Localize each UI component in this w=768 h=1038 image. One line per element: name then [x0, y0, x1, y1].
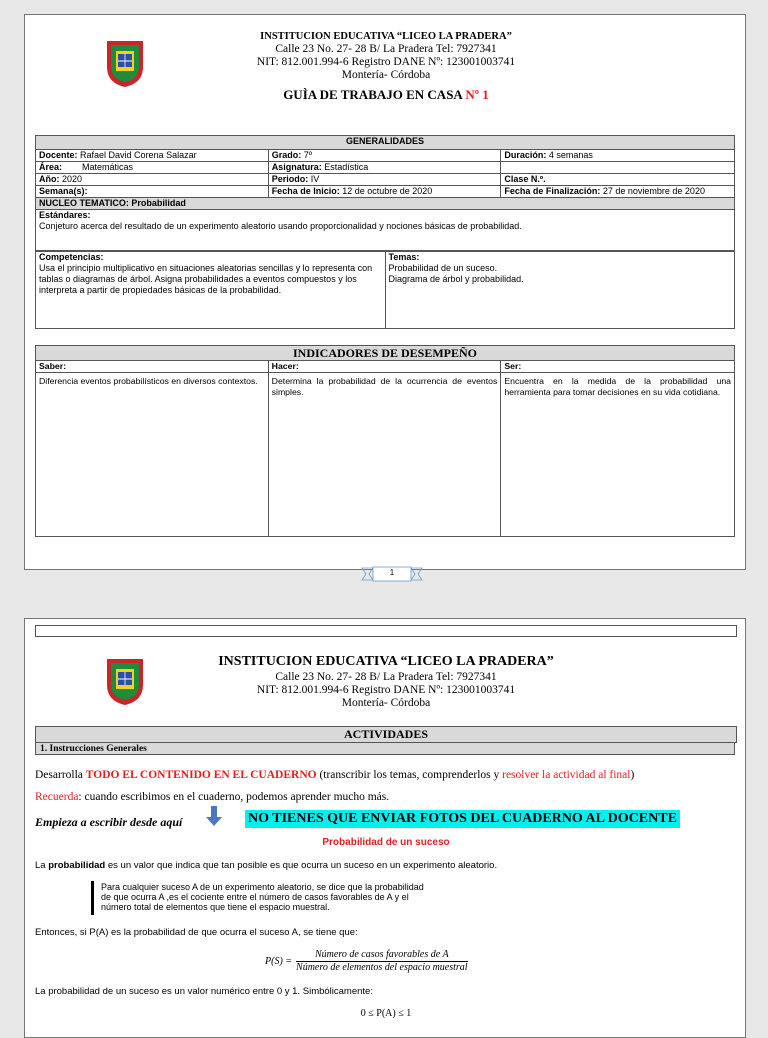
semanas-cell: Semana(s):	[36, 186, 269, 198]
inicio-cell: Fecha de Inicio: 12 de octubre de 2020	[268, 186, 501, 198]
instrucciones-heading: 1. Instrucciones Generales	[35, 742, 735, 755]
ser-label: Ser:	[501, 361, 735, 373]
school-name: INSTITUCION EDUCATIVA “LICEO LA PRADERA”	[260, 31, 512, 42]
hacer-text: Determina la probabilidad de la ocurrencia de eventos simples.	[268, 373, 501, 537]
fin-cell: Fecha de Finalización: 27 de noviembre de 2020	[501, 186, 735, 198]
probability-formula: P(S) = Número de casos favorables de A Número de elementos del espacio muestral	[265, 949, 468, 973]
hacer-label: Hacer:	[268, 361, 501, 373]
page-1	[24, 14, 746, 577]
school-city-2: Montería- Córdoba	[341, 697, 431, 709]
clase-cell: Clase N.º.	[501, 174, 735, 186]
competencias-table	[35, 251, 735, 329]
saber-text: Diferencia eventos probabilísticos en diversos contextos.	[36, 373, 269, 537]
indicadores-heading: INDICADORES DE DESEMPEÑO	[36, 346, 735, 361]
guide-title: GUÌA DE TRABAJO EN CASA Nº 1	[283, 87, 489, 102]
no-fotos-banner: NO TIENES QUE ENVIAR FOTOS DEL CUADERNO AL DOCENTE	[245, 810, 680, 828]
anio-cell: Año: 2020	[36, 174, 269, 186]
generalidades-table	[35, 135, 735, 251]
nucleo-tematico: NUCLEO TEMATICO: Probabilidad	[36, 198, 735, 210]
section-subtitle: Probabilidad de un suceso	[322, 837, 450, 848]
ser-text: Encuentra en la medida de la probabilidad una herramienta para tomar decisiones en su vida cotidiana.	[501, 373, 735, 537]
school-city: Montería- Córdoba	[341, 69, 431, 81]
entonces-line: Entonces, si P(A) es la probabilidad de que ocurra el suceso A, se tiene que:	[35, 927, 358, 938]
desarrolla-line: Desarrolla TODO EL CONTENIDO EN EL CUADERNO (transcribir los temas, comprenderlos y resolver la actividad al final)	[35, 769, 635, 781]
empty-cell	[501, 162, 735, 174]
page-number: 1	[389, 568, 395, 577]
quote-bar	[91, 881, 94, 915]
school-address: Calle 23 No. 27- 28 B/ La Pradera Tel: 7927341	[275, 43, 497, 55]
inequality: 0 ≤ P(A) ≤ 1	[360, 1008, 412, 1019]
school-nit: NIT: 812.001.994-6 Registro DANE Nº: 123001003741	[256, 56, 516, 68]
grado-cell: Grado: 7º	[268, 150, 501, 162]
school-nit-2: NIT: 812.001.994-6 Registro DANE Nº: 123001003741	[256, 684, 516, 696]
asignatura-cell: Asignatura: Estadística	[268, 162, 501, 174]
estandares-cell: Estándares: Conjeturo acerca del resultado de un experimento aleatorio usando proporcionalidad y nociones básicas de probabilidad.	[36, 210, 735, 251]
down-arrow-icon	[205, 805, 223, 827]
rango-line: La probabilidad de un suceso es un valor numérico entre 0 y 1. Simbólicamente:	[35, 986, 373, 997]
school-header	[25, 30, 747, 101]
school-address-2: Calle 23 No. 27- 28 B/ La Pradera Tel: 7927341	[275, 671, 497, 683]
indicadores-table	[35, 345, 735, 537]
actividades-heading: ACTIVIDADES	[35, 726, 737, 743]
docente-cell: Docente: Rafael David Corena Salazar	[36, 150, 269, 162]
definition-line: La probabilidad es un valor que indica que tan posible es que ocurra un suceso en un experimento aleatorio.	[35, 860, 498, 871]
competencias-cell: Competencias: Usa el principio multiplicativo en situaciones aleatorias sencillas y lo representa con tablas o diagramas de árbol. Asigna probabilidades a eventos compuestos y los interpreta a partir de propiedades básicas de la probabilidad.	[36, 252, 386, 329]
recuerda-line: Recuerda: cuando escribimos en el cuaderno, podemos aprender mucho más.	[35, 791, 390, 803]
school-header-2	[25, 653, 747, 710]
top-frame-bar	[35, 625, 737, 637]
generalidades-heading: GENERALIDADES	[36, 136, 735, 150]
periodo-cell: Periodo: IV	[268, 174, 501, 186]
page-2	[24, 618, 746, 1038]
temas-cell: Temas: Probabilidad de un suceso. Diagrama de árbol y probabilidad.	[385, 252, 735, 329]
quote-block: Para cualquier suceso A de un experimento aleatorio, se dice que la probabilidad de que ocurra A ,es el cociente entre el número de casos favorables de A y el número total de elementos que tiene el espacio muestral.	[101, 882, 424, 912]
area-cell: Área: Matemáticas	[36, 162, 269, 174]
empieza-text: Empieza a escribir desde aquí	[35, 815, 183, 829]
duracion-cell: Duración: 4 semanas	[501, 150, 735, 162]
school-name-2: INSTITUCION EDUCATIVA “LICEO LA PRADERA”	[218, 654, 554, 669]
saber-label: Saber:	[36, 361, 269, 373]
